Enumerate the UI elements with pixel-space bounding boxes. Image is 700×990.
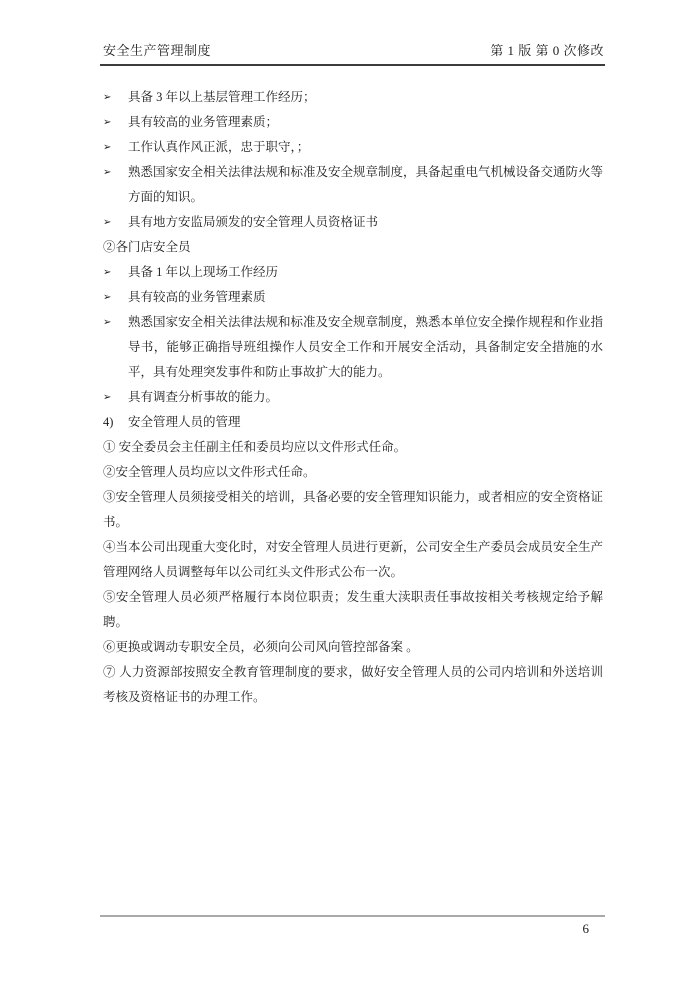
list-item (103, 310, 603, 385)
list-item-text: ⑥更换或调动专职安全员，必须向公司风向管控部备案 。 (103, 640, 419, 654)
list-item (103, 110, 603, 135)
list-item (103, 135, 603, 160)
list-item-text: ③安全管理人员须接受相关的培训，具备必要的安全管理知识能力，或者相应的安全资格证书。 (103, 490, 604, 529)
list-item-text: ⑤安全管理人员必须严格履行本岗位职责；发生重大渎职责任事故按相关考核规定给予解聘。 (103, 590, 603, 629)
list-item (103, 410, 603, 435)
arrow-bullet-icon: ➢ (103, 142, 112, 153)
list-item (103, 285, 603, 310)
list-item-text: ⑦ 人力资源部按照安全教育管理制度的要求，做好安全管理人员的公司内培训和外送培训考核及资格证书的办理工作。 (103, 665, 603, 704)
list-item (103, 260, 603, 285)
list-item-text: 安全管理人员的管理 (128, 415, 241, 429)
list-item-text: ②安全管理人员均应以文件形式任命。 (103, 465, 316, 479)
list-item (103, 85, 603, 110)
header-title: 安全生产管理制度 (103, 43, 212, 58)
list-item-text: 具有较高的业务管理素质 (128, 290, 266, 304)
list-item-text: ① 安全委员会主任副主任和委员均应以文件形式任命。 (103, 440, 407, 454)
list-item (103, 435, 603, 460)
list-item-text: 具备 1 年以上现场工作经历 (128, 265, 279, 279)
arrow-bullet-icon: ➢ (103, 92, 112, 103)
arrow-bullet-icon: ➢ (103, 267, 112, 278)
page-footer (100, 915, 605, 937)
list-item (103, 460, 603, 485)
list-item-text: 熟悉国家安全相关法律法规和标准及安全规章制度，熟悉本单位安全操作规程和作业指导书，能够正确指导班组操作人员安全工作和开展安全活动，具备制定安全措施的水平，具有处理突发事件和防止事故扩大的能力。 (128, 315, 604, 379)
list-item (103, 660, 603, 710)
list-item-text: 工作认真作风正派，忠于职守，； (128, 140, 310, 154)
list-item (103, 160, 603, 210)
list-number: 4) (103, 415, 114, 429)
list-item (103, 585, 603, 635)
arrow-bullet-icon: ➢ (103, 217, 112, 228)
document-body (103, 85, 603, 710)
page-number: 6 (582, 921, 589, 936)
list-item (103, 385, 603, 410)
list-item-text: 熟悉国家安全相关法律法规和标准及安全规章制度，具备起重电气机械设备交通防火等方面的知识。 (128, 165, 604, 204)
list-item-text: 具有较高的业务管理素质； (128, 115, 279, 129)
arrow-bullet-icon: ➢ (103, 167, 112, 178)
list-item-text: 具有调查分析事故的能力。 (128, 390, 279, 404)
list-item-text: ④当本公司出现重大变化时，对安全管理人员进行更新，公司安全生产委员会成员安全生产管理网络人员调整每年以公司红头文件形式公布一次。 (103, 540, 604, 579)
list-item-text: ②各门店安全员 (103, 240, 191, 254)
list-item-text: 具有地方安监局颁发的安全管理人员资格证书 (128, 215, 379, 229)
list-item (103, 535, 603, 585)
list-item (103, 635, 603, 660)
page-header (100, 40, 605, 66)
list-item (103, 210, 603, 235)
arrow-bullet-icon: ➢ (103, 292, 112, 303)
list-item-text: 具备 3 年以上基层管理工作经历； (128, 90, 316, 104)
arrow-bullet-icon: ➢ (103, 317, 112, 328)
arrow-bullet-icon: ➢ (103, 392, 112, 403)
list-item (103, 235, 603, 260)
list-item (103, 485, 603, 535)
arrow-bullet-icon: ➢ (103, 117, 112, 128)
header-revision: 第 1 版 第 0 次修改 (490, 43, 604, 58)
